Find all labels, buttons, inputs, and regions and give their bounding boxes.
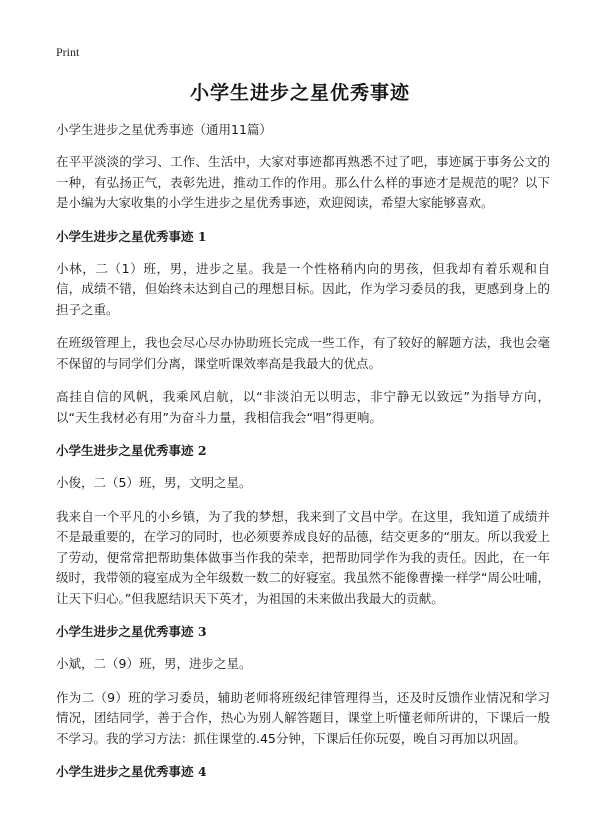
page-title: 小学生进步之星优秀事迹 <box>189 82 410 104</box>
section-2-paragraph: 小俊，二（5）班，男，文明之星。 <box>56 475 252 490</box>
intro-paragraph: 在平平淡淡的学习、工作、生活中，大家对事迹都再熟悉不过了吧，事迹属于事务公文的一种，有弘扬正气，表彰先进，推动工作的作用。那么什么样的事迹才是规范的呢？以下是小编为大家收集的小学生进步之星优秀事迹，欢迎阅读，希望大家能够喜欢。 <box>56 154 550 210</box>
section-1-paragraph: 高挂自信的风帆，我乘风启航，以“非淡泊无以明志，非宁静无以致远”为指导方向，以“天生我材必有用”为奋斗力量，我相信我会“唱”得更响。 <box>56 389 550 425</box>
section-heading-1: 小学生进步之星优秀事迹 1 <box>56 228 207 244</box>
section-2-paragraph: 我来自一个平凡的小乡镇，为了我的梦想，我来到了文昌中学。在这里，我知道了成绩并不是最重要的，在学习的同时，也必须要养成良好的品德，结交更多的“朋友。所以我爱上了劳动，便常常把帮助集体做事当作我的荣幸，把帮助同学作为我的责任。因此，在一年级时，我带领的寝室成为全年级数一数二的好寝室。我虽然不能像曹操一样学“周公吐哺，让天下归心。”但我愿结识天下英才，为祖国的未来做出我最大的贡献。 <box>56 508 550 606</box>
print-label: Print <box>56 45 80 59</box>
section-heading-3: 小学生进步之星优秀事迹 3 <box>56 624 207 639</box>
document-body <box>56 120 550 794</box>
section-heading-4: 小学生进步之星优秀事迹 4 <box>56 764 207 779</box>
document-subtitle: 小学生进步之星优秀事迹（通用11篇） <box>56 122 272 137</box>
section-heading-2: 小学生进步之星优秀事迹 2 <box>56 443 207 458</box>
section-1-paragraph: 小林，二（1）班，男，进步之星。我是一个性格稍内向的男孩，但我却有着乐观和自信，成绩不错，但始终未达到自己的理想目标。因此，作为学习委员的我，更感到身上的 担子之重。 <box>56 260 550 317</box>
section-3-paragraph: 作为二（9）班的学习委员，辅助老师将班级纪律管理得当，还及时反馈作业情况和学习情况，团结同学，善于合作，热心为别人解答题目，课堂上听懂老师所讲的，下课后一般不学习。我的学习方法：抓住课堂的.45分钟，下课后任你玩耍，晚自习再加以巩固。 <box>56 689 550 746</box>
section-3-paragraph: 小斌，二（9）班，男，进步之星。 <box>56 656 252 671</box>
section-1-paragraph: 在班级管理上，我也会尽心尽办协助班长完成一些工作，有了较好的解题方法，我也会毫不保留的与同学们分离，课堂听课效率高是我最大的优点。 <box>56 335 550 371</box>
